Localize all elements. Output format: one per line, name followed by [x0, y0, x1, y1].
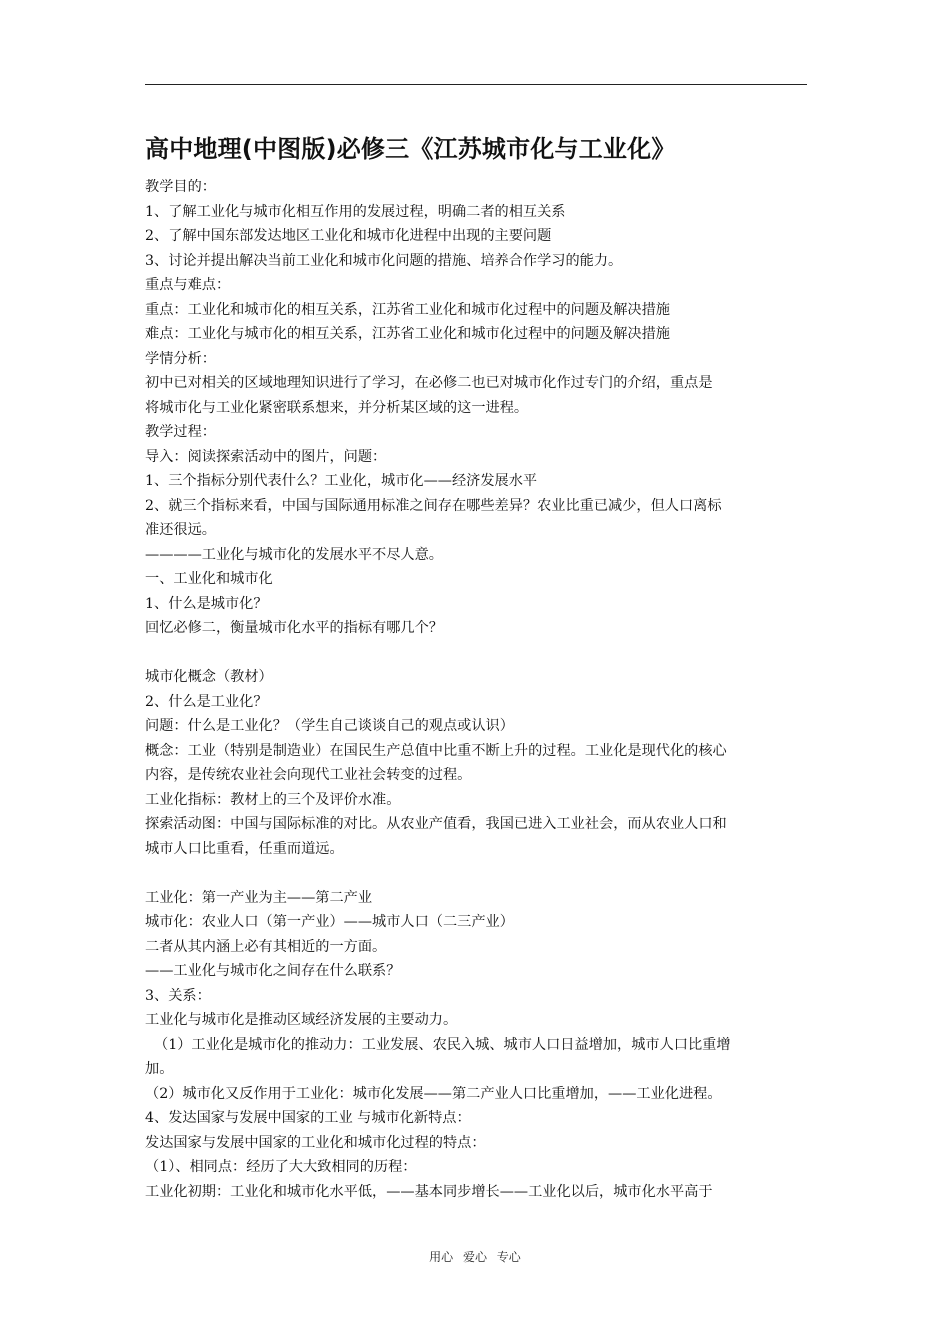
text-line: 问题：什么是工业化？（学生自己谈谈自己的观点或认识）	[145, 718, 514, 734]
text-line: ————工业化与城市化的发展水平不尽人意。	[145, 546, 443, 563]
text-line: 1、了解工业化与城市化相互作用的发展过程，明确二者的相互关系	[145, 203, 566, 220]
text-line: 一、工业化和城市化	[145, 571, 273, 587]
text-line: 概念：工业（特别是制造业）在国民生产总值中比重不断上升的过程。工业化是现代化的核心	[145, 742, 727, 759]
text-line: 工业化：第一产业为主——第二产业	[145, 889, 373, 906]
text-line: （1）、相同点：经历了大大致相同的历程：	[145, 1159, 417, 1175]
text-line: 内容，是传统农业社会向现代工业社会转变的过程。	[145, 767, 472, 783]
text-line: 工业化初期：工业化和城市化水平低，——基本同步增长——工业化以后，城市化水平高于	[145, 1183, 713, 1200]
text-line: 1、三个指标分别代表什么？工业化，城市化——经济发展水平	[145, 473, 538, 489]
header-rule	[145, 84, 807, 85]
text-line: （1）工业化是城市化的推动力：工业发展、农民入城、城市人口日益增加，城市人口比重增	[145, 1036, 731, 1053]
text-line: 将城市化与工业化紧密联系想来，并分析某区域的这一进程。	[145, 399, 529, 416]
text-line: 二者从其内涵上必有其相近的一方面。	[145, 938, 387, 955]
text-line: 2、了解中国东部发达地区工业化和城市化进程中出现的主要问题	[145, 228, 552, 244]
page-footer: 用心 爱心 专心	[429, 1250, 521, 1264]
blank-line	[145, 861, 809, 886]
text-line: 2、就三个指标来看，中国与国际通用标准之间存在哪些差异？农业比重已减少，但人口离标	[145, 497, 722, 514]
text-line: 回忆必修二，衡量城市化水平的指标有哪几个？	[145, 620, 443, 636]
text-line: 4、发达国家与发展中国家的工业 与城市化新特点：	[145, 1110, 471, 1126]
text-line: 加。	[145, 1061, 174, 1077]
document-body	[145, 175, 809, 1204]
text-line: 难点：工业化与城市化的相互关系，江苏省工业化和城市化过程中的问题及解决措施	[145, 326, 670, 342]
text-line: 1、什么是城市化？	[145, 595, 268, 612]
text-line: 城市化概念（教材）	[145, 669, 273, 685]
text-line: 重点与难点：	[145, 277, 231, 293]
document-title: 高中地理(中图版)必修三《江苏城市化与工业化》	[145, 135, 676, 163]
text-line: 教学目的：	[145, 179, 216, 195]
text-line: 探索活动图：中国与国际标准的对比。从农业产值看，我国已进入工业社会，而从农业人口和	[145, 816, 727, 832]
text-line: 城市化：农业人口（第一产业）——城市人口（二三产业）	[145, 914, 514, 930]
text-line: 重点：工业化和城市化的相互关系，江苏省工业化和城市化过程中的问题及解决措施	[145, 301, 670, 318]
text-line: 发达国家与发展中国家的工业化和城市化过程的特点：	[145, 1134, 486, 1151]
text-line: 2、什么是工业化？	[145, 693, 268, 710]
text-line: 学情分析：	[145, 350, 216, 367]
text-line: 教学过程：	[145, 424, 216, 440]
text-line: 3、讨论并提出解决当前工业化和城市化问题的措施、培养合作学习的能力。	[145, 252, 623, 269]
text-line: 初中已对相关的区域地理知识进行了学习，在必修二也已对城市化作过专门的介绍，重点是	[145, 375, 713, 391]
text-line: （2）城市化又反作用于工业化：城市化发展——第二产业人口比重增加，——工业化进程。	[145, 1085, 722, 1102]
text-line: 工业化指标：教材上的三个及评价水准。	[145, 791, 401, 808]
text-line: 城市人口比重看，任重而道远。	[145, 840, 344, 857]
text-line: ——工业化与城市化之间存在什么联系？	[145, 963, 401, 979]
blank-line	[145, 641, 809, 666]
text-line: 准还很远。	[145, 522, 216, 538]
text-line: 3、关系：	[145, 987, 211, 1004]
text-line: 导入：阅读探索活动中的图片，问题：	[145, 448, 387, 465]
text-line: 工业化与城市化是推动区域经济发展的主要动力。	[145, 1012, 458, 1028]
